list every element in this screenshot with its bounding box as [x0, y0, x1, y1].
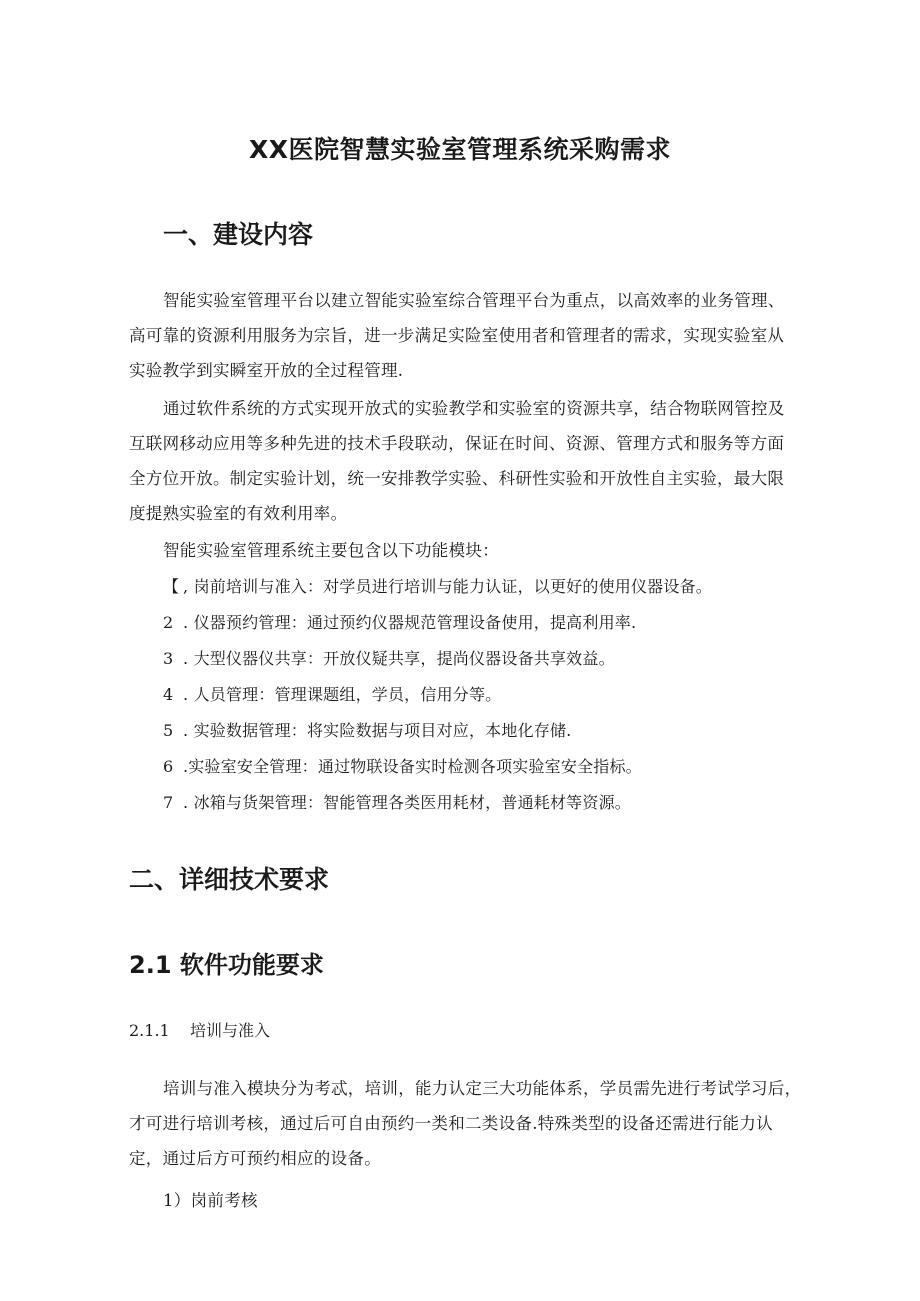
list-item	[163, 682, 501, 705]
paragraph-line: 互联网移动应用等多种先进的技术手段联动，保证在时间、资源、管理方式和服务等方面	[129, 434, 785, 453]
section-2-heading: 二、详细技术要求	[129, 865, 330, 894]
list-item	[163, 574, 712, 597]
list-item-text: . 大型仪器仪共享：开放仪疑共享，提尚仪器设备共享效益。	[183, 649, 615, 668]
list-item-number: 5	[163, 721, 174, 740]
list-item	[163, 790, 631, 813]
subsection-2-1-1-heading: 2.1.1 培训与准入	[129, 1021, 271, 1040]
list-item	[163, 646, 615, 669]
list-item-text: , 岗前培训与准入：对学员进行培训与能力认证，以更好的使用仪器设备。	[183, 577, 712, 596]
paragraph-line: 定，通过后方可预约相应的设备。	[129, 1149, 381, 1168]
list-item-number: 2	[163, 613, 174, 632]
list-item-number: 7	[163, 793, 174, 812]
paragraph-line: 培训与准入模块分为考忒，培训，能力认定三大功能体系，学员需先进行考试学习后，	[163, 1079, 802, 1098]
list-item-number: 6	[163, 757, 174, 776]
paragraph-line: 智能实验室管理平台以建立智能实验室综合管理平台为重点，以高效率的业务管理、	[163, 291, 785, 310]
modules-intro: 智能实验室管理系统主要包含以下功能模块：	[163, 541, 499, 560]
list-item-text: . 仪器预约管理：通过预约仪器规范管理设备使用，提高利用率.	[183, 613, 637, 632]
list-item	[163, 754, 642, 777]
paragraph-line: 度提熟实验室的有效利用率。	[129, 504, 348, 523]
list-item-text: . 人员管理：管理课题组，学员，信用分等。	[183, 685, 502, 704]
list-item-number: 4	[163, 685, 174, 704]
paragraph-line: 全方位开放。制定实验计划，统一安排教学实验、科研性实验和开放性自主实验，最大限	[129, 469, 785, 488]
list-item-number: 3	[163, 649, 174, 668]
paragraph-line: 高可靠的资源利用服务为宗旨，进一步满足实险室使用者和管理者的需求，实现实验室从	[129, 326, 785, 345]
list-item	[163, 718, 571, 741]
paragraph-line: 实验教学到实瞬室开放的全过程管理.	[129, 361, 404, 380]
list-item-text: .实验室安全管理：通过物联设备实时检测各项实验室安全指标。	[183, 757, 642, 776]
document-title: XX医院智慧实验室管理系统采购需求	[248, 135, 672, 164]
list-item	[163, 610, 636, 633]
sub-list-item: 1）岗前考核	[163, 1191, 258, 1210]
paragraph-line: 才可进行培训考核，通过后可自由预约一类和二类设备.特殊类型的设备还需进行能力认	[129, 1114, 773, 1133]
section-1-heading: 一、建设内容	[163, 220, 314, 249]
list-item-text: . 冰箱与货架管理：智能管理各类医用耗材，普通耗材等资源。	[183, 793, 631, 812]
subsection-2-1-heading: 2.1 软件功能要求	[129, 951, 324, 979]
paragraph-line: 通过软件系统的方式实现开放式的实验教学和实验室的资源共享，结合物联网管控及	[163, 399, 785, 418]
list-item-number: 【	[163, 577, 180, 596]
list-item-text: . 实验数据管理：将实险数据与项目对应，本地化存储.	[183, 721, 572, 740]
